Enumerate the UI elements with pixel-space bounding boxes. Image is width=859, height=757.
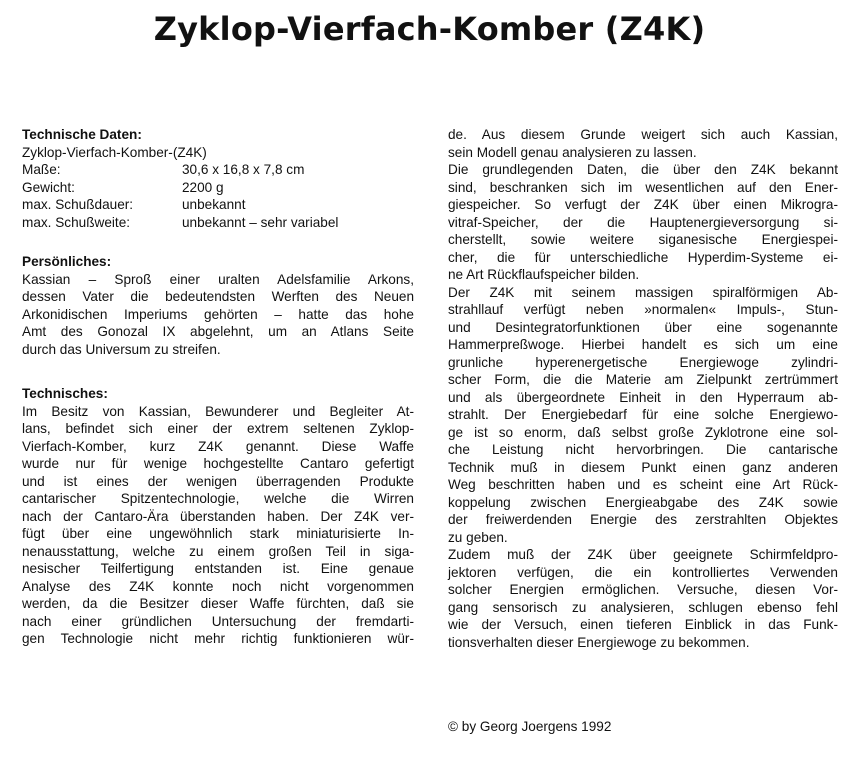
text-line: Vierfach-Komber, kurz Z4K genannt. Diese Waffe (22, 438, 414, 454)
text-line: dessen Vater die bedeutendsten Werften des Neuen (22, 289, 414, 304)
spec-value: unbekannt (182, 197, 246, 212)
text-line: Zudem muß der Z4K über geeignete Schirmfeldpro- (448, 547, 838, 562)
text-line: lans, befindet sich einer der extrem seltenen Zyklop- (22, 421, 414, 436)
technical-data-section (22, 126, 414, 231)
personal-heading: Persönliches: (22, 254, 112, 269)
text-line: und Desintegratorfunktionen über eine sogenannte (448, 319, 838, 335)
text-line: solcher Energien ermöglichen. Versuche, diesen Vor- (448, 582, 838, 597)
spec-label: Gewicht: (22, 179, 75, 195)
text-line: Amt des Gonozal IX abgelehnt, um an Atlans Seite (22, 324, 414, 339)
text-line: gen Technologie nicht mehr richtig funktionieren wür- (22, 631, 414, 646)
paragraph (448, 161, 838, 284)
text-line: grunliche hyperenergetische Energiewoge zylindri- (448, 354, 838, 370)
text-line: wurde nur für wenige hochgestellte Cantaro gefertigt (22, 456, 414, 471)
text-line: wie der Versuch, einen tieferen Einblick in das Funk- (448, 617, 838, 632)
right-column (448, 126, 838, 651)
text-line: scher Form, die die Materie am Zielpunkt zertrümmert (448, 372, 838, 387)
text-line: Der Z4K mit seinem massigen spiralförmigen Ab- (448, 284, 838, 300)
text-line: de. Aus diesem Grunde weigert sich auch Kassian, (448, 127, 838, 142)
spec-value: 2200 g (182, 179, 224, 195)
text-line: ne Art Rückflaufspeicher bilden. (448, 267, 640, 282)
text-line: zu geben. (448, 529, 508, 545)
text-line: gang sensorisch zu analysieren, schlugen ebenso fehl (448, 599, 838, 615)
section-spacer (22, 358, 414, 385)
personal-section (22, 253, 414, 358)
copyright-notice: © by Georg Joergens 1992 (448, 719, 612, 734)
text-line: Technik muß in diesem Punkt einen ganz anderen (448, 459, 838, 475)
text-line: jektoren verfügen, die ein kontrolliertes Verwenden (448, 564, 838, 580)
text-line: Weg beschritten haben und es scheint eine Art Rück- (448, 477, 838, 492)
technical-data-heading: Technische Daten: (22, 127, 142, 142)
paragraph (448, 126, 838, 161)
text-line: Kassian – Sproß einer uralten Adelsfamilie Arkons, (22, 271, 414, 287)
spec-row-shot-duration (22, 196, 414, 214)
text-line: nenausstattung, welche zu einem großen Teil in siga- (22, 543, 414, 559)
text-line: Arkonidischen Imperiums gehörten – hatte das hohe (22, 306, 414, 322)
paragraph (448, 284, 838, 547)
text-line: ge ist so enorm, daß selbst große Zyklotrone eine sol- (448, 424, 838, 440)
left-column (22, 126, 414, 648)
text-line: der freiwerdenden Energie des zerstrahlten Objektes (448, 512, 838, 527)
text-line: werden, da die Besitzer dieser Waffe fürchten, daß sie (22, 596, 414, 611)
text-line: und als übergeordnete Einheit in den Hyperraum ab- (448, 389, 838, 405)
text-line: nesischer Teilfertigung entstanden ist. Eine genaue (22, 561, 414, 576)
text-line: und ist eines der wenigen überragenden Produkte (22, 473, 414, 489)
spec-row-dimensions (22, 161, 414, 179)
text-line: giespeicher. So verfugt der Z4K über einen Mikrogra- (448, 197, 838, 212)
paragraph (448, 546, 838, 651)
spec-label: max. Schußdauer: (22, 197, 134, 212)
text-line: Im Besitz von Kassian, Bewunderer und Begleiter At- (22, 403, 414, 419)
spec-label: Maße: (22, 162, 61, 177)
text-line: vitraf-Speicher, der die Hauptenergieversorgung si- (448, 214, 838, 230)
technical-heading: Technisches: (22, 386, 108, 401)
text-line: sind, beschranken sich im wesentlichen auf den Ener- (448, 179, 838, 195)
spec-value: unbekannt – sehr variabel (182, 214, 339, 230)
text-line: cher, die für unterschiedliche Hyperdim-Systeme ei- (448, 249, 838, 265)
text-line: tionsverhalten dieser Energiewoge zu bekommen. (448, 634, 750, 650)
spec-row-shot-range (22, 214, 414, 232)
text-line: che Leistung nicht hervorbringen. Die cantarische (448, 442, 838, 457)
text-line: Die grundlegenden Daten, die über den Z4K bekannt (448, 162, 838, 177)
text-line: strahlt. Der Energiebedarf für eine solche Energiewo- (448, 407, 838, 422)
text-line: strahllauf verfügt neben »normalen« Impuls-, Stun- (448, 302, 838, 317)
page-title: Zyklop-Vierfach-Komber (Z4K) (153, 10, 706, 48)
spec-value: 30,6 x 16,8 x 7,8 cm (182, 162, 305, 177)
text-line: sein Modell genau analysieren zu lassen. (448, 144, 697, 160)
spec-row-weight (22, 179, 414, 197)
text-line: cherstellt, sowie weitere siganesische Energiespei- (448, 232, 838, 247)
text-line: Analyse des Z4K konnte noch nicht vorgenommen (22, 578, 414, 594)
text-line: fügt über eine ungewöhnlich stark miniaturisierte In- (22, 526, 414, 541)
model-name: Zyklop-Vierfach-Komber-(Z4K) (22, 144, 207, 160)
text-line: koppelung zwischen Energieabgabe des Z4K sowie (448, 494, 838, 510)
text-line: nach der Cantaro-Ära überstanden haben. Der Z4K ver- (22, 508, 414, 524)
section-spacer (22, 231, 414, 253)
text-line: cantarischer Spitzentechnologie, welche die Wirren (22, 491, 414, 506)
text-line: nach einer gründlichen Untersuchung der fremdarti- (22, 613, 414, 629)
text-line: durch das Universum zu streifen. (22, 341, 221, 357)
spec-label: max. Schußweite: (22, 214, 131, 230)
technical-section (22, 385, 414, 648)
text-line: Hammerpreßwoge. Hierbei handelt es sich um eine (448, 337, 838, 352)
